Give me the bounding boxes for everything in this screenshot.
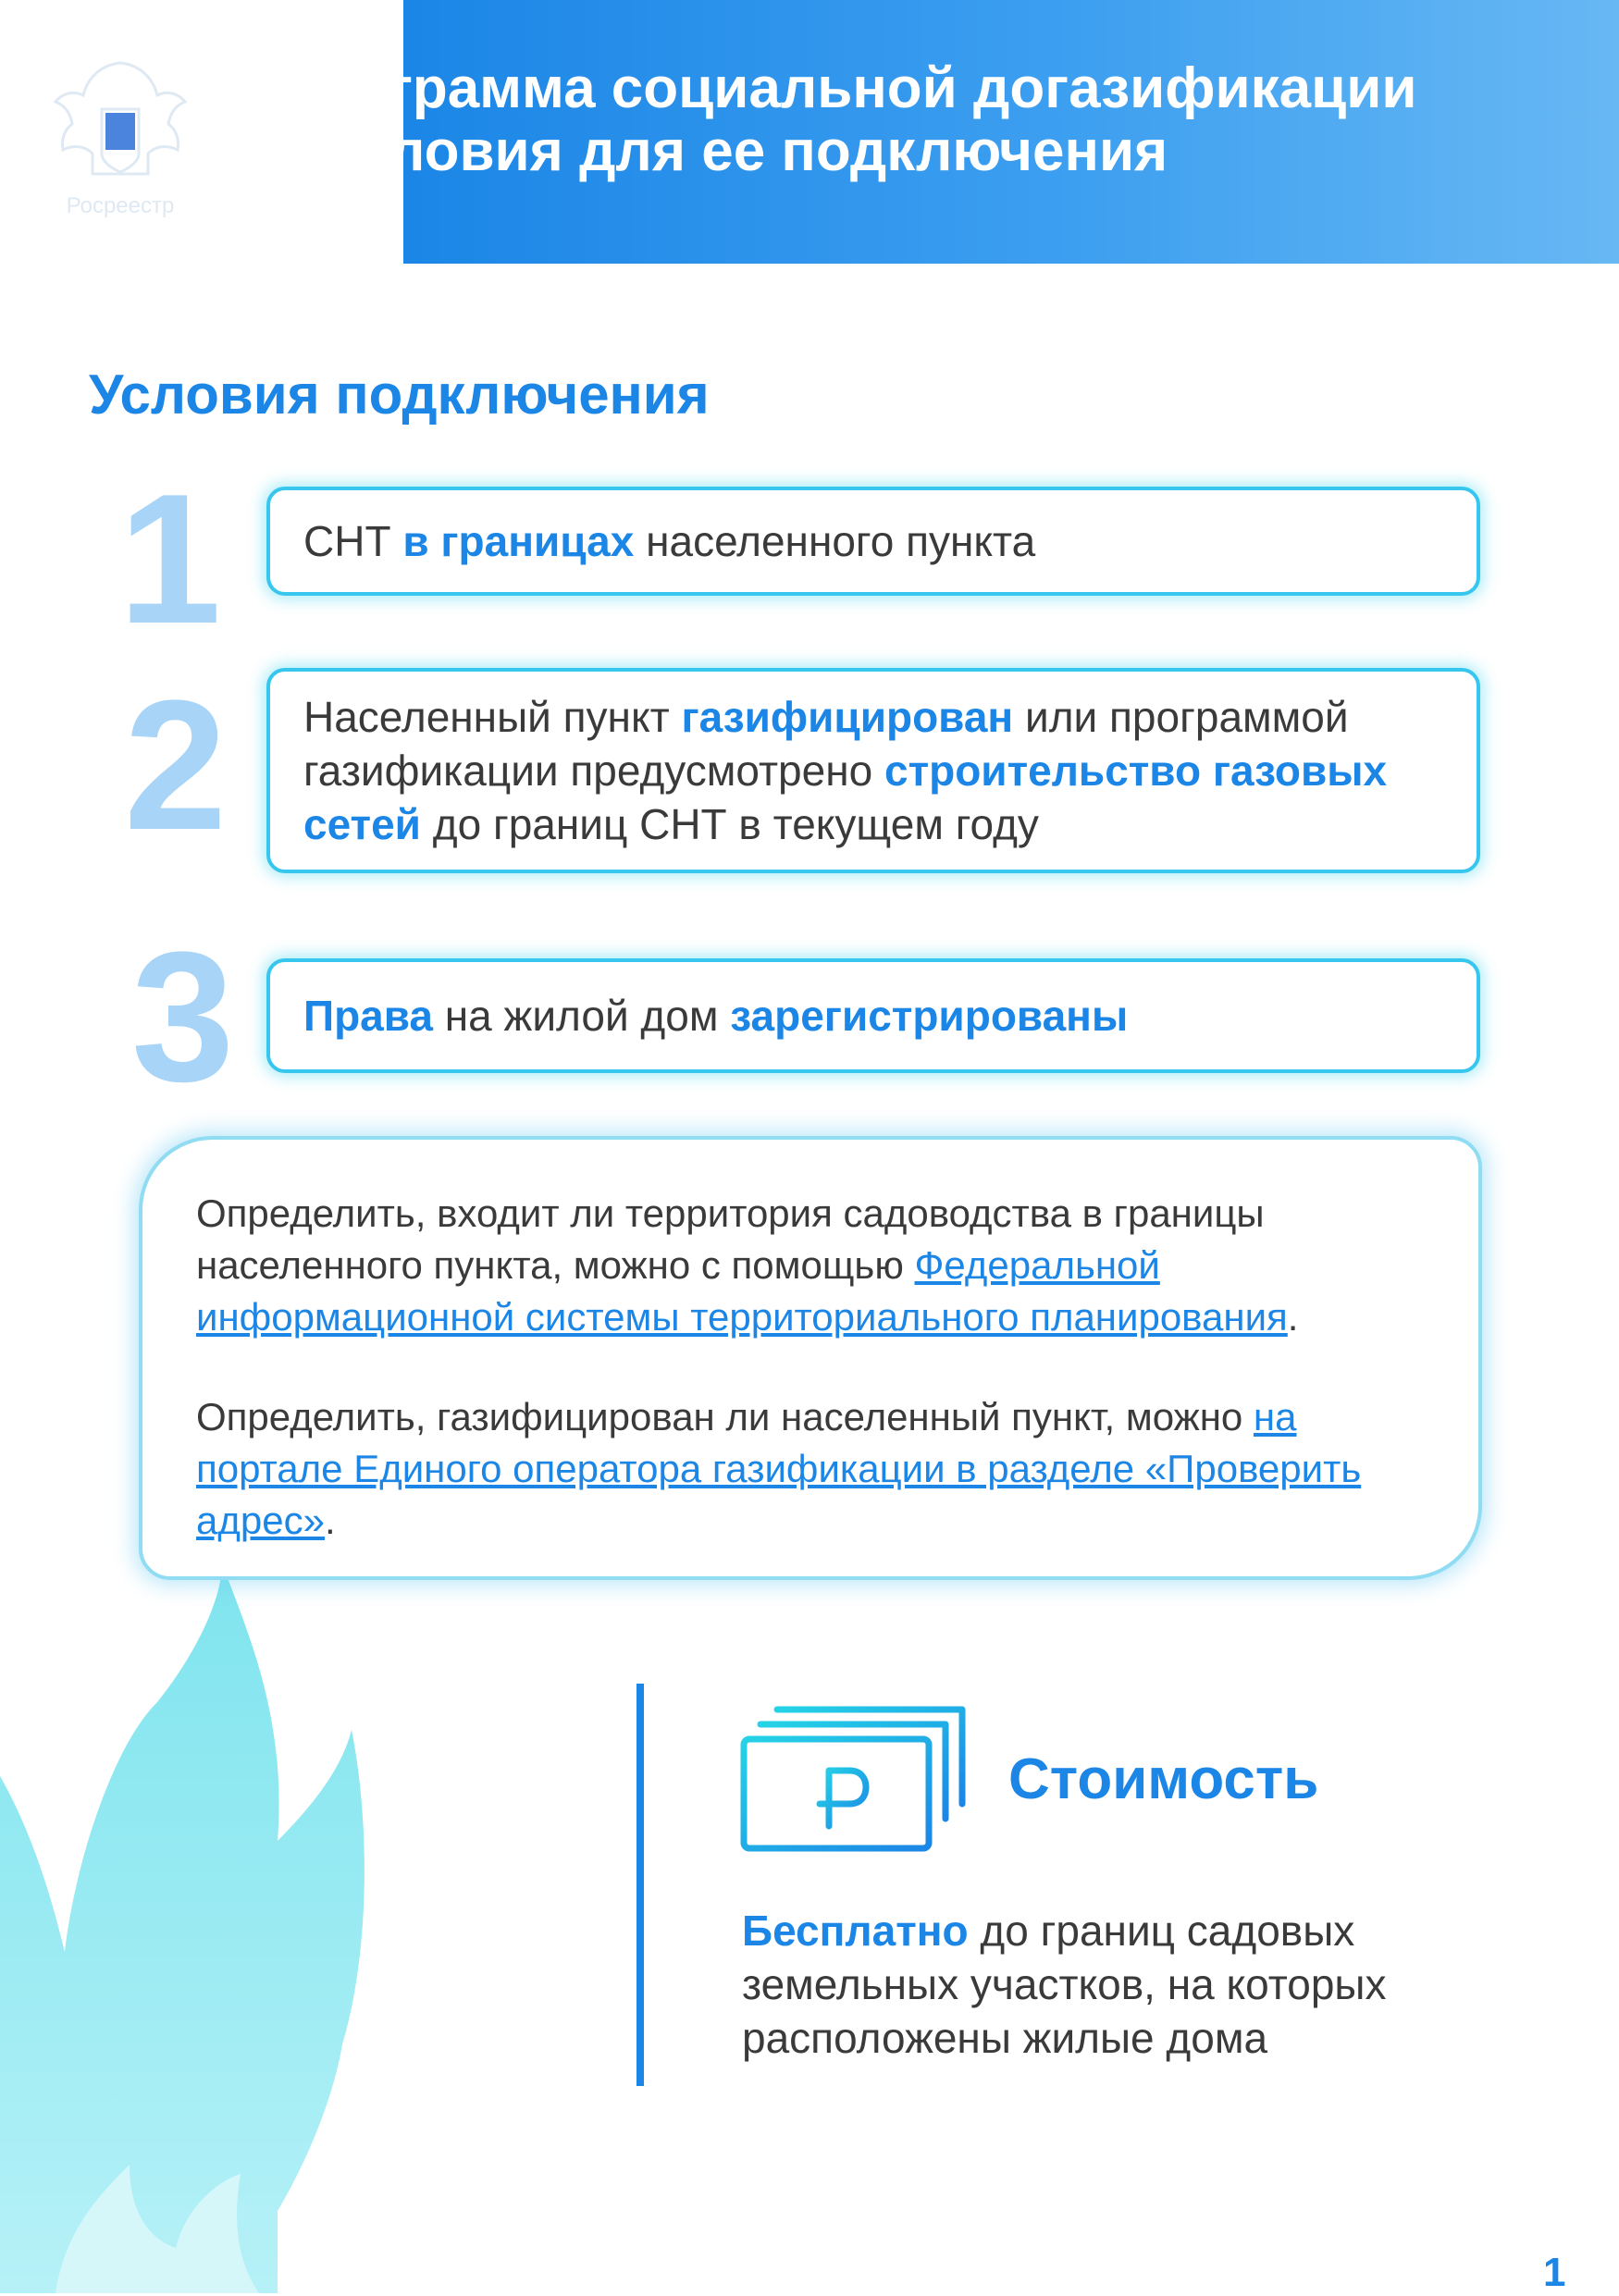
cost-divider (636, 1684, 644, 2086)
banknote-ruble-icon (736, 1702, 977, 1859)
cost-free-label: Бесплатно (742, 1907, 969, 1955)
condition-number-1: 1 (118, 456, 222, 662)
conditions-heading: Условия подключения (89, 364, 710, 426)
condition-card-1 (266, 487, 1480, 596)
page-number: 1 (1543, 2250, 1566, 2295)
info-paragraph-gasification: Определить, газифицирован ли населенный пункт, можно на портале Единого оператора газификации в разделе «Проверить адрес». (196, 1395, 1362, 1542)
condition-card-3 (266, 958, 1480, 1073)
page-title (389, 57, 1591, 183)
condition-text-3: Права на жилой дом зарегистрированы (303, 992, 1129, 1040)
info-callout (139, 1136, 1482, 1580)
rosreestr-emblem-icon (37, 44, 204, 220)
page-title-line-1: грамма социальной догазификации (389, 56, 1417, 120)
condition-card-2 (266, 668, 1480, 873)
logo-text: Росреестр (66, 193, 175, 218)
page-title-line-2: ловия для ее подключения (389, 119, 1168, 183)
flame-decoration-icon (0, 1563, 370, 2293)
check-address-link[interactable]: на портале Единого оператора газификации в разделе «Проверить адрес» (196, 1395, 1362, 1542)
condition-text-2: Населенный пункт газифицирован или программой газификации предусмотрено строительство газовых сетей до границ СНТ в текущем году (303, 693, 1388, 848)
condition-number-3: 3 (131, 914, 235, 1120)
condition-number-2: 2 (124, 662, 228, 869)
fgis-tp-link[interactable]: Федеральной информационной системы территориального планирования (196, 1243, 1288, 1339)
condition-text-1: СНТ в границах населенного пункта (303, 517, 1036, 565)
cost-heading: Стоимость (1008, 1747, 1319, 1811)
cost-description: Бесплатно до границ садовых земельных участков, на которых расположены жилые дома (742, 1907, 1387, 2062)
info-paragraph-territory: Определить, входит ли территория садоводства в границы населенного пункта, можно с помощью Федеральной информационной системы территориального планирования. (196, 1191, 1299, 1339)
